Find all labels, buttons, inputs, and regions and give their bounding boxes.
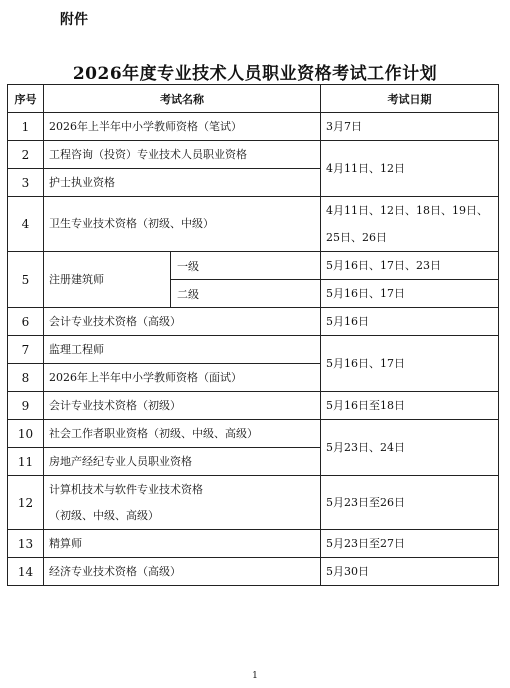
row-number: 2	[8, 141, 44, 169]
exam-date-line: 25日、26日	[326, 231, 387, 244]
table-row	[8, 308, 499, 336]
exam-date: 5月23日至27日	[321, 530, 499, 558]
row-number: 10	[8, 420, 44, 448]
exam-date: 5月16日、17日、23日	[321, 252, 499, 280]
exam-date: 5月16日、17日	[321, 336, 499, 392]
exam-date: 5月23日至26日	[321, 476, 499, 530]
row-number: 7	[8, 336, 44, 364]
exam-date-line: 4月11日、12日、18日、19日、	[326, 204, 488, 217]
exam-date: 4月11日、12日	[321, 141, 499, 197]
row-number: 3	[8, 169, 44, 197]
header-date: 考试日期	[321, 85, 499, 113]
exam-date: 5月16日至18日	[321, 392, 499, 420]
exam-level: 二级	[171, 280, 321, 308]
attachment-label: 附件	[60, 12, 88, 28]
table-row	[8, 252, 499, 280]
exam-name: 工程咨询（投资）专业技术人员职业资格	[44, 141, 321, 169]
row-number: 8	[8, 364, 44, 392]
exam-date: 5月16日、17日	[321, 280, 499, 308]
row-number: 4	[8, 197, 44, 252]
row-number: 9	[8, 392, 44, 420]
exam-schedule-table	[7, 84, 499, 586]
exam-date	[321, 197, 499, 252]
row-number: 14	[8, 558, 44, 586]
header-no: 序号	[8, 85, 44, 113]
table-row	[8, 336, 499, 364]
exam-date: 5月16日	[321, 308, 499, 336]
row-number: 12	[8, 476, 44, 530]
exam-date: 5月23日、24日	[321, 420, 499, 476]
table-row	[8, 141, 499, 169]
table-row	[8, 420, 499, 448]
table-row	[8, 558, 499, 586]
row-number: 1	[8, 113, 44, 141]
document-title: 2026年度专业技术人员职业资格考试工作计划	[72, 64, 438, 84]
exam-name: 2026年上半年中小学教师资格（笔试）	[44, 113, 321, 141]
row-number: 5	[8, 252, 44, 308]
table-row	[8, 476, 499, 530]
table-row	[8, 530, 499, 558]
exam-name: 2026年上半年中小学教师资格（面试）	[44, 364, 321, 392]
row-number: 6	[8, 308, 44, 336]
exam-name: 经济专业技术资格（高级）	[44, 558, 321, 586]
row-number: 13	[8, 530, 44, 558]
exam-name: 精算师	[44, 530, 321, 558]
exam-date: 5月30日	[321, 558, 499, 586]
exam-name-line: （初级、中级、高级）	[49, 508, 159, 522]
exam-date: 3月7日	[321, 113, 499, 141]
exam-name: 房地产经纪专业人员职业资格	[44, 448, 321, 476]
exam-name-line: 计算机技术与软件专业技术资格	[49, 482, 203, 496]
exam-name: 卫生专业技术资格（初级、中级）	[44, 197, 321, 252]
row-number: 11	[8, 448, 44, 476]
table-header-row	[8, 85, 499, 113]
exam-name: 护士执业资格	[44, 169, 321, 197]
exam-level: 一级	[171, 252, 321, 280]
exam-name: 社会工作者职业资格（初级、中级、高级）	[44, 420, 321, 448]
exam-name: 会计专业技术资格（初级）	[44, 392, 321, 420]
exam-name	[44, 476, 321, 530]
table-row	[8, 197, 499, 252]
exam-name: 监理工程师	[44, 336, 321, 364]
exam-name: 会计专业技术资格（高级）	[44, 308, 321, 336]
header-name: 考试名称	[44, 85, 321, 113]
table-row	[8, 113, 499, 141]
exam-name: 注册建筑师	[44, 252, 171, 308]
page-number: 1	[252, 671, 258, 681]
table-row	[8, 392, 499, 420]
